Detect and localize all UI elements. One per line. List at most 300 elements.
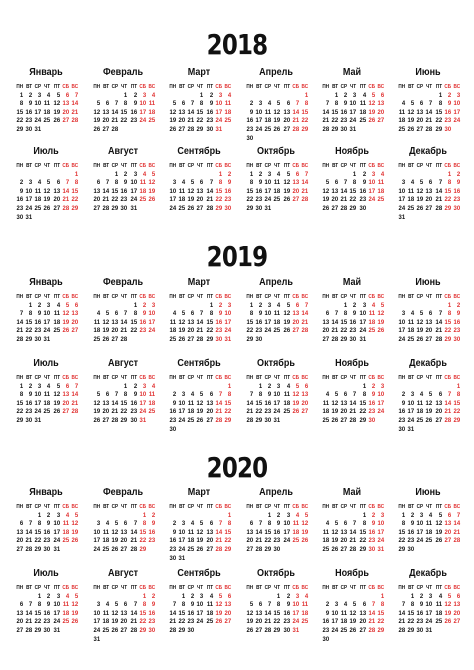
day-cell: 12 (62, 310, 69, 318)
day-cell: 27 (283, 125, 290, 133)
day-cell: 28 (435, 204, 442, 212)
day-cell: 8 (268, 520, 272, 528)
weekday-label: ЧТ (350, 585, 357, 591)
day-cell: 7 (74, 91, 78, 99)
day-cell: 19 (416, 327, 424, 335)
day-cell: 29 (206, 335, 213, 343)
week-row (396, 383, 460, 392)
day-cell: 26 (322, 204, 330, 212)
weekday-label: ВТ (408, 294, 415, 300)
day-cell: 19 (53, 399, 60, 407)
day-cell: 28 (301, 327, 308, 335)
day-cell: 23 (169, 416, 177, 424)
day-cell: 17 (34, 108, 42, 116)
day-cell: 14 (301, 310, 308, 318)
day-cell: 6 (429, 179, 433, 187)
week-row (167, 319, 231, 328)
day-cell: 18 (93, 327, 101, 335)
day-cell: 5 (286, 301, 290, 309)
day-cell: 8 (218, 179, 222, 187)
week-row (244, 618, 308, 627)
day-cell: 12 (111, 609, 119, 617)
day-cell: 17 (53, 609, 60, 617)
day-cell: 6 (124, 520, 128, 528)
weekday-label: ВС (224, 84, 231, 90)
day-cell: 2 (142, 301, 146, 309)
week-row (396, 520, 460, 529)
day-cell: 11 (62, 520, 69, 528)
day-cell: 12 (196, 528, 204, 536)
day-cell: 29 (349, 204, 357, 212)
weekday-label: ПТ (130, 163, 137, 169)
day-cell: 15 (34, 528, 42, 536)
day-cell: 25 (340, 626, 348, 634)
weekday-label: ПТ (130, 504, 137, 510)
day-cell: 20 (301, 399, 308, 407)
weekday-label: СБ (215, 375, 222, 381)
day-cell: 26 (331, 545, 339, 553)
day-cell: 9 (133, 391, 137, 399)
weekday-label: ВТ (103, 163, 110, 169)
day-cell: 29 (359, 545, 366, 553)
day-cell: 20 (196, 196, 204, 204)
week-row (91, 537, 155, 546)
day-cell: 5 (304, 511, 308, 519)
month-name: Ноябрь (335, 357, 369, 369)
day-cell: 19 (377, 318, 384, 326)
weekday-label: СР (340, 163, 348, 169)
day-cell: 25 (148, 408, 155, 416)
day-cell: 22 (444, 327, 451, 335)
weekday-label: ВС (301, 585, 308, 591)
day-cell: 29 (255, 416, 263, 424)
day-cell: 30 (407, 545, 415, 553)
day-cell: 4 (191, 391, 195, 399)
day-cell: 29 (377, 626, 384, 634)
day-cell: 11 (407, 318, 415, 326)
week-row (91, 92, 155, 101)
day-cell: 6 (209, 520, 213, 528)
week-row (167, 310, 231, 319)
day-cell: 8 (353, 179, 357, 187)
day-cell: 19 (444, 609, 451, 617)
weekday-label: СБ (444, 504, 451, 510)
day-cell: 19 (93, 408, 101, 416)
day-cell: 24 (283, 537, 290, 545)
week-row (396, 618, 460, 627)
day-cell: 16 (187, 609, 195, 617)
day-cell: 8 (380, 601, 384, 609)
day-cell: 17 (377, 399, 384, 407)
day-cell: 1 (249, 301, 254, 309)
day-cell: 17 (264, 187, 272, 195)
weekday-label: ПТ (206, 163, 213, 169)
day-cell: 13 (283, 108, 290, 116)
weekday-label: ВТ (408, 504, 415, 510)
day-cell: 14 (169, 609, 177, 617)
day-cell: 18 (224, 108, 231, 116)
day-cell: 15 (215, 187, 222, 195)
day-cell: 12 (301, 520, 308, 528)
weekday-label: СБ (215, 294, 222, 300)
weekday-label: СБ (215, 84, 222, 90)
day-cell: 2 (456, 301, 460, 309)
week-row (244, 336, 308, 345)
day-cell: 30 (130, 416, 137, 424)
weekday-label: ВТ (103, 294, 110, 300)
day-cell: 29 (16, 416, 24, 424)
week-row (396, 391, 460, 400)
month-name: Март (187, 486, 211, 498)
day-cell: 21 (435, 327, 442, 335)
day-cell: 14 (25, 609, 33, 617)
day-cell: 26 (62, 327, 69, 335)
day-cell: 24 (178, 416, 186, 424)
day-cell: 24 (139, 117, 146, 125)
day-cell: 19 (215, 609, 222, 617)
day-cell: 22 (340, 327, 348, 335)
day-cell: 5 (334, 391, 339, 399)
day-cell: 13 (292, 179, 299, 187)
day-cell: 24 (224, 327, 231, 335)
weekday-label: ПТ (206, 294, 213, 300)
weekday-label: СР (34, 375, 42, 381)
weekday-label: ЧТ (426, 585, 433, 591)
weekday-label: ВС (148, 375, 155, 381)
week-row (14, 327, 78, 336)
day-cell: 21 (120, 327, 128, 335)
weekday-header (244, 584, 308, 593)
week-row (14, 92, 78, 101)
day-cell: 20 (425, 196, 433, 204)
week-row (91, 383, 155, 392)
weekday-label: ПТ (206, 375, 213, 381)
week-row (320, 636, 384, 645)
day-cell: 28 (196, 335, 204, 343)
day-cell: 11 (44, 100, 51, 108)
weekday-label: ЧТ (197, 294, 204, 300)
day-cell: 28 (425, 125, 433, 133)
day-cell: 25 (407, 335, 415, 343)
day-cell: 17 (453, 108, 460, 116)
day-cell: 9 (401, 399, 406, 407)
weekday-label: ПТ (53, 294, 60, 300)
day-cell: 26 (169, 125, 177, 133)
day-cell: 19 (43, 196, 51, 204)
day-cell: 5 (172, 100, 177, 108)
day-cell: 29 (444, 335, 451, 343)
day-cell: 4 (410, 310, 415, 318)
day-cell: 9 (277, 520, 281, 528)
weekday-label: СР (34, 504, 42, 510)
day-cell: 31 (407, 425, 415, 433)
day-cell: 20 (16, 537, 24, 545)
day-cell: 16 (255, 318, 263, 326)
weekday-label: ВС (453, 163, 460, 169)
day-cell: 9 (456, 179, 460, 187)
day-cell: 20 (224, 609, 231, 617)
day-cell: 27 (62, 117, 69, 125)
day-cell: 23 (43, 537, 51, 545)
day-cell: 9 (344, 100, 348, 108)
day-cell: 2 (401, 391, 406, 399)
day-cell: 13 (322, 318, 330, 326)
day-cell: 17 (425, 609, 433, 617)
day-cell: 27 (377, 117, 384, 125)
week-row (320, 391, 384, 400)
day-cell: 17 (169, 196, 177, 204)
day-cell: 18 (407, 196, 415, 204)
day-cell: 29 (34, 626, 42, 634)
day-cell: 29 (340, 335, 348, 343)
weekday-label: СБ (215, 585, 222, 591)
day-cell: 25 (169, 335, 177, 343)
day-cell: 17 (43, 318, 51, 326)
day-cell: 1 (124, 91, 128, 99)
day-cell: 24 (178, 545, 186, 553)
day-cell: 5 (295, 382, 299, 390)
day-cell: 10 (139, 391, 146, 399)
day-cell: 22 (398, 537, 406, 545)
week-row (320, 408, 384, 417)
day-cell: 23 (120, 196, 128, 204)
day-cell: 17 (368, 187, 375, 195)
week-row (167, 327, 231, 336)
week-row (14, 100, 78, 109)
month-grid (91, 162, 155, 214)
week-row (91, 188, 155, 197)
weekday-label: ПТ (359, 585, 366, 591)
week-row (244, 188, 308, 197)
day-cell: 3 (200, 592, 204, 600)
month-grid (396, 162, 460, 222)
day-cell: 26 (196, 545, 204, 553)
day-cell: 6 (65, 91, 69, 99)
month-grid (91, 584, 155, 644)
day-cell: 9 (420, 601, 424, 609)
month-grid (244, 374, 308, 426)
weekday-label: ПТ (53, 375, 60, 381)
day-cell: 15 (16, 108, 24, 116)
week-row (320, 336, 384, 345)
day-cell: 3 (286, 511, 290, 519)
day-cell: 1 (334, 91, 339, 99)
month-name: Октябрь (257, 567, 295, 579)
day-cell: 28 (368, 626, 375, 634)
weekday-label: СБ (139, 504, 146, 510)
day-cell: 23 (246, 125, 254, 133)
day-cell: 3 (268, 301, 272, 309)
year-title: 2020 (206, 451, 268, 484)
week-row (167, 610, 231, 619)
month-grid (14, 584, 78, 636)
day-cell: 6 (304, 382, 308, 390)
day-cell: 24 (398, 204, 406, 212)
day-cell: 3 (380, 382, 384, 390)
day-cell: 20 (206, 408, 213, 416)
weekday-label: ПН (169, 504, 177, 510)
month-grid (91, 293, 155, 345)
day-cell: 23 (25, 117, 33, 125)
day-cell: 14 (215, 528, 222, 536)
day-cell: 14 (62, 187, 69, 195)
day-cell: 1 (277, 592, 281, 600)
day-cell: 25 (178, 204, 186, 212)
day-cell: 12 (169, 108, 177, 116)
weekday-label: ВС (377, 375, 384, 381)
day-cell: 13 (62, 391, 69, 399)
week-row (167, 205, 231, 214)
day-cell: 3 (268, 170, 272, 178)
day-cell: 16 (169, 408, 177, 416)
day-cell: 18 (273, 187, 281, 195)
day-cell: 8 (209, 310, 213, 318)
month-grid (14, 374, 78, 426)
day-cell: 11 (224, 100, 231, 108)
day-cell: 29 (215, 204, 222, 212)
weekday-label: ВТ (26, 294, 33, 300)
day-cell: 23 (398, 416, 406, 424)
day-cell: 1 (362, 382, 366, 390)
day-cell: 28 (453, 537, 460, 545)
day-cell: 8 (19, 100, 24, 108)
week-row (320, 310, 384, 319)
day-cell: 24 (377, 537, 384, 545)
day-cell: 18 (425, 528, 433, 536)
day-cell: 15 (130, 318, 137, 326)
day-cell: 7 (334, 310, 339, 318)
day-cell: 2 (151, 592, 155, 600)
day-cell: 16 (340, 108, 348, 116)
month-name: Август (107, 357, 139, 369)
day-cell: 16 (444, 108, 451, 116)
day-cell: 29 (444, 204, 451, 212)
day-cell: 4 (151, 91, 155, 99)
day-cell: 7 (353, 391, 357, 399)
day-cell: 25 (139, 196, 146, 204)
day-cell: 28 (111, 125, 119, 133)
day-cell: 10 (292, 601, 299, 609)
weekday-label: ВТ (408, 375, 415, 381)
day-cell: 6 (56, 179, 60, 187)
day-cell: 24 (93, 545, 101, 553)
day-cell: 23 (283, 618, 290, 626)
weekday-label: ВС (148, 504, 155, 510)
day-cell: 21 (264, 618, 272, 626)
weekday-label: ЧТ (44, 163, 51, 169)
weekday-label: ВС (377, 163, 384, 169)
day-cell: 24 (331, 626, 339, 634)
week-row (167, 171, 231, 180)
day-cell: 4 (151, 382, 155, 390)
day-cell: 9 (353, 310, 357, 318)
day-cell: 27 (206, 545, 213, 553)
weekday-label: ПТ (130, 84, 137, 90)
day-cell: 2 (172, 520, 177, 528)
day-cell: 15 (398, 528, 406, 536)
month-name: Январь (29, 276, 63, 288)
weekday-label: ЧТ (44, 294, 51, 300)
day-cell: 4 (420, 391, 424, 399)
week-row (396, 417, 460, 426)
weekday-header (320, 83, 384, 92)
weekday-label: ПТ (283, 84, 290, 90)
day-cell: 4 (362, 91, 366, 99)
day-cell: 25 (102, 545, 110, 553)
day-cell: 12 (377, 310, 384, 318)
day-cell: 7 (172, 601, 177, 609)
month-name: Июнь (415, 486, 441, 498)
weekday-label: ВС (148, 163, 155, 169)
day-cell: 31 (398, 213, 406, 221)
week-row (91, 336, 155, 345)
week-row (91, 601, 155, 610)
day-cell: 21 (435, 196, 442, 204)
week-row (14, 537, 78, 546)
week-row (14, 109, 78, 118)
weekday-header (167, 83, 231, 92)
weekday-label: ВТ (256, 163, 263, 169)
weekday-header (91, 293, 155, 302)
day-cell: 4 (277, 301, 281, 309)
weekday-header (244, 503, 308, 512)
day-cell: 9 (258, 179, 263, 187)
weekday-label: ПТ (359, 294, 366, 300)
weekday-label: СБ (292, 375, 299, 381)
day-cell: 3 (151, 301, 155, 309)
weekday-label: ВТ (256, 294, 263, 300)
day-cell: 23 (444, 117, 451, 125)
week-row (167, 537, 231, 546)
weekday-label: СБ (292, 163, 299, 169)
day-cell: 16 (368, 528, 375, 536)
weekday-label: ПН (398, 294, 406, 300)
day-cell: 15 (273, 609, 281, 617)
day-cell: 27 (416, 125, 424, 133)
day-cell: 28 (435, 335, 442, 343)
day-cell: 1 (74, 170, 78, 178)
day-cell: 3 (142, 91, 146, 99)
day-cell: 2 (124, 170, 128, 178)
month-grid (167, 374, 231, 434)
day-cell: 21 (301, 187, 308, 195)
week-row (320, 188, 384, 197)
day-cell: 25 (377, 196, 384, 204)
week-row (244, 529, 308, 538)
day-cell: 21 (331, 327, 339, 335)
month-name: Сентябрь (177, 357, 221, 369)
weekday-label: ЧТ (197, 375, 204, 381)
month-grid (320, 293, 384, 345)
weekday-label: ПТ (283, 585, 290, 591)
day-cell: 31 (292, 626, 299, 634)
month-name: Сентябрь (177, 567, 221, 579)
day-cell: 24 (25, 204, 33, 212)
weekday-label: ПТ (130, 294, 137, 300)
day-cell: 30 (224, 204, 231, 212)
day-cell: 7 (19, 310, 24, 318)
day-cell: 10 (368, 179, 375, 187)
day-cell: 7 (115, 100, 119, 108)
weekday-label: ПН (398, 504, 406, 510)
weekday-label: ПТ (53, 163, 60, 169)
weekday-label: ВС (377, 504, 384, 510)
day-cell: 18 (148, 399, 155, 407)
day-cell: 30 (322, 635, 330, 643)
day-cell: 24 (130, 196, 137, 204)
day-cell: 28 (255, 545, 263, 553)
weekday-label: СР (264, 84, 272, 90)
